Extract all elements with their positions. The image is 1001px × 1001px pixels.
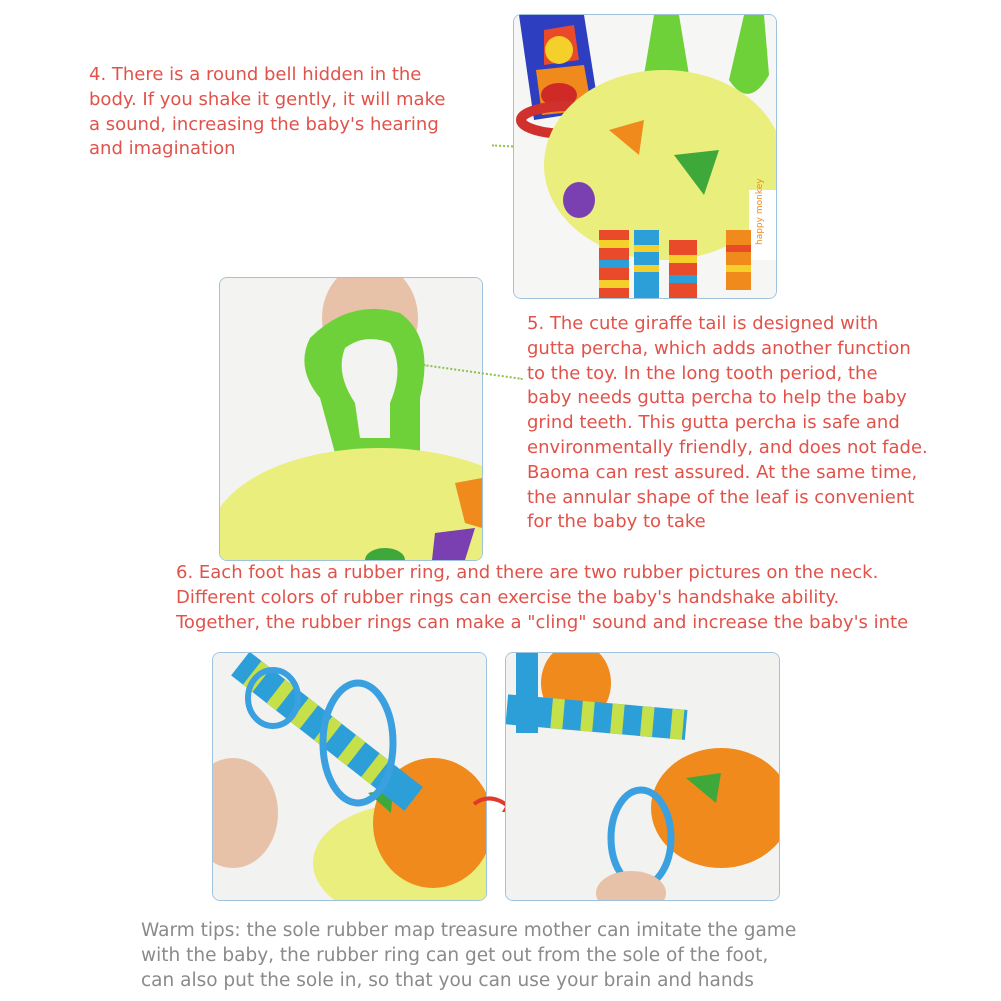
label-text: happy monkey <box>755 178 765 245</box>
tail-description: 5. The cute giraffe tail is designed with gutta percha, which adds another function to the toy. In the long tooth period, the baby needs gutta percha to help the baby grind teeth. This gutta percha is safe and environmentally friendly, and does not fade. Baoma can rest assured. At the same time, the annular shape of the leaf is convenient for the baby to take <box>527 313 928 533</box>
warm-tips: Warm tips: the sole rubber map treasure mother can imitate the game with the baby, the rubber ring can get out from the sole of the foot, can also put the sole in, so that you can use your brain and hands <box>141 920 797 991</box>
bell-description: 4. There is a round bell hidden in the body. If you shake it gently, it will make a sound, increasing the baby's hearing and imagination <box>89 64 446 160</box>
teether-tail-photo <box>219 277 483 561</box>
foot-ring-off-photo <box>505 652 780 901</box>
foot-description: 6. Each foot has a rubber ring, and there are two rubber pictures on the neck. Different colors of rubber rings can exercise the baby's handshake ability. Together, the rubber rings can make a "cling" sound and increase the baby's inte <box>176 562 909 633</box>
giraffe-body-photo <box>513 14 777 299</box>
foot-ring-on-photo <box>212 652 487 901</box>
